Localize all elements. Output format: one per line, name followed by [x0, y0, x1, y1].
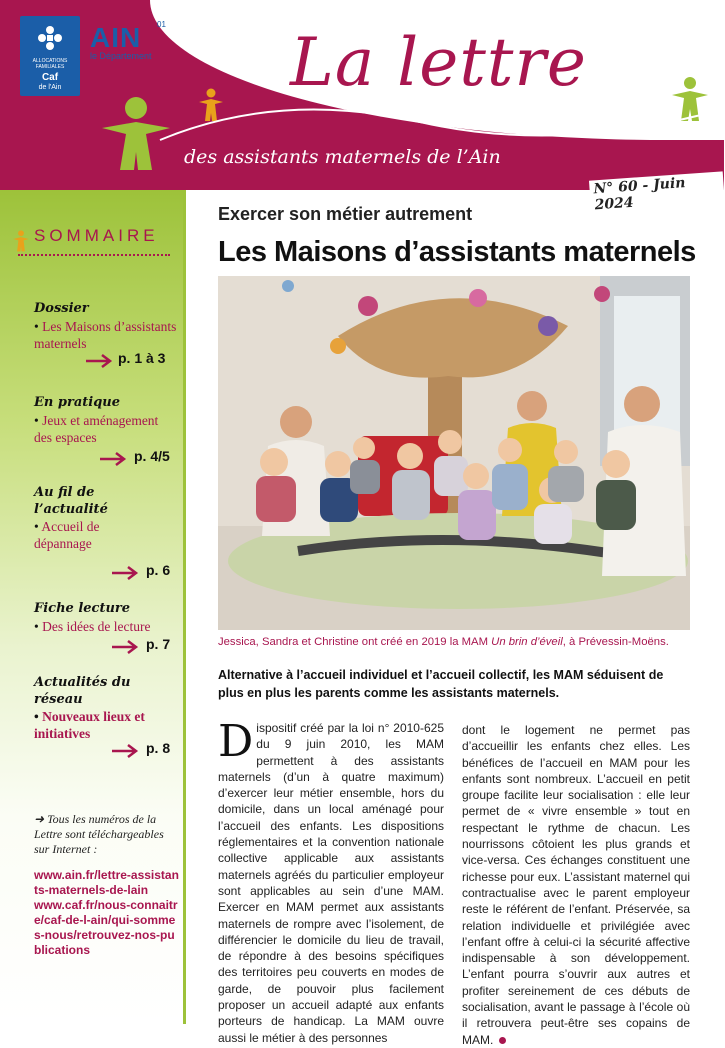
caf-name: Caf — [41, 72, 59, 83]
summary-page-ref: p. 8 — [146, 740, 171, 756]
downloads-note-text: Tous les numéros de la Lettre sont téléchargeables sur Internet : — [34, 812, 164, 856]
caf-family-icon — [34, 22, 66, 54]
summary-item-label: Jeux et aménagement des espaces — [34, 413, 159, 445]
drop-cap: D — [218, 716, 254, 767]
caf-logo — [20, 16, 80, 96]
sidebar-divider — [183, 190, 186, 1024]
caf-small-label: ALLOCATIONS FAMILIALES — [32, 58, 68, 70]
summary-item-label: Nouveaux lieux et initiatives — [34, 709, 145, 741]
downloads-links — [34, 868, 180, 958]
article-lead: Alternative à l’accueil individuel et l’accueil collectif, les MAM séduisent de plus en plus les parents comme les assistants maternels. — [218, 668, 664, 700]
caption-text-a: Jessica, Sandra et Christine ont créé en 2019 la MAM — [218, 636, 492, 648]
summary-section-title: En pratique — [34, 395, 121, 410]
summary-page-ref: p. 1 à 3 — [118, 350, 166, 366]
summary-item-label: Les Maisons d’assistants maternels — [34, 319, 177, 351]
article-kicker: Exercer son métier autrement — [218, 204, 473, 224]
summary-heading: SOMMAIRE — [34, 226, 159, 245]
article-column-2 — [462, 722, 690, 1048]
summary-item-label: Des idées de lecture — [42, 619, 151, 634]
summary-section-title: Actualités du réseau — [34, 675, 131, 707]
link-ain[interactable]: www.ain.fr/lettre-assistants-maternels-de-lain — [34, 868, 179, 897]
link-caf[interactable]: www.caf.fr/nous-connaitre/caf-de-l-ain/qui-sommes-nous/retrouvez-nos-publications — [34, 898, 178, 957]
newsletter-subtitle: des assistants maternels de l’Ain — [184, 146, 501, 168]
summary-page-ref: p. 6 — [146, 562, 171, 578]
arrow-right-icon — [112, 566, 142, 580]
summary-rule — [18, 254, 170, 256]
decorative-curve — [160, 100, 720, 150]
arrow-right-icon — [112, 744, 142, 758]
summary-item[interactable]: • Des idées de lecture — [34, 619, 151, 634]
summary-item[interactable]: • Les Maisons d’assistants maternels — [34, 319, 177, 351]
ain-logo — [90, 22, 180, 61]
summary-item[interactable]: • Accueil de dépannage — [34, 519, 100, 551]
summary-item[interactable]: • Nouveaux lieux et initiatives — [34, 709, 145, 741]
ain-logo-name: AIN — [90, 22, 142, 53]
column-1-text: ispositif créé par la loi n° 2010-625 du 9 juin 2010, les MAM permettent à des assistants maternels (d’un à quatre maximum) d’exercer leur métier ensemble, hors du domicile, dans un local aménagé pour l’accueil des enfants. Les dispositions réglementaires et la convention nationale collective applicable aux assistants maternels agréés du particulier employeur sont applicables au sein d’une MAM. Exercer en MAM permet aux assistants maternels de rompre avec l’isolement, de différencier le domicile du lieu de travail, de répondre à des besoins spécifiques des territoires peu couverts en modes de garde, de pouvoir plus facilement proposer un accueil adapté aux enfants porteurs de handicap. La MAM ouvre aussi le métier à des personnes — [218, 721, 444, 1045]
newsletter-title: La lettre — [290, 24, 587, 101]
orange-figure-icon — [12, 230, 30, 252]
ain-logo-sup: 01 — [157, 20, 166, 29]
article-column-1 — [218, 716, 444, 1046]
column-2-text: dont le logement ne permet pas d’accueillir les enfants chez elles. Les bénéfices de l’accueil en MAM pour les enfants sont nombreux. L’accueil en petit groupe facilite leur socialisation : elle leur permet de « vivre ensemble » tout en respectant le rythme de chacun. Les nourrissons côtoient les plus grands et vice-versa. Ces échanges constituent une richesse pour eux. L’assistant maternel qui contractualise avec le parent employeur reste le référent de l’enfant. Préservée, sa relation individuelle et privilégiée avec l’enfant offre à celui-ci la sécurité affective indispensable à son développement. L’enfant pourra s’ouvrir aux autres et profiter sereinement de ces débuts de socialisation, avant le passage à l’école où il retrouvera peut-être ses copains de MAM. — [462, 723, 690, 1047]
caf-sub: de l'Ain — [38, 84, 62, 91]
summary-section-title: Au fil de l’actualité — [34, 485, 108, 517]
article-headline: Les Maisons d’assistants maternels — [218, 236, 696, 268]
arrow-right-icon — [112, 640, 142, 654]
photo-illustration — [218, 276, 690, 630]
summary-item-label: Accueil de dépannage — [34, 519, 100, 551]
summary-section-title: Dossier — [34, 301, 89, 316]
summary-page-ref: p. 4/5 — [134, 448, 170, 464]
caption-text-b: , à Prévessin-Moëns. — [562, 636, 669, 648]
ain-logo-dep: le Département — [90, 51, 152, 61]
summary-section-title: Fiche lecture — [34, 601, 131, 616]
downloads-note: ➜ Tous les numéros de la Lettre sont téléchargeables sur Internet : — [34, 812, 164, 856]
end-mark-icon — [499, 1037, 506, 1044]
summary-page-ref: p. 7 — [146, 636, 171, 652]
summary-item[interactable]: • Jeux et aménagement des espaces — [34, 413, 159, 445]
arrow-right-icon — [100, 452, 130, 466]
photo-caption — [218, 636, 669, 648]
issue-number: N° 60 - Juin 2024 — [589, 171, 725, 214]
article-photo — [218, 276, 690, 630]
caption-mam-name: Un brin d’éveil — [491, 636, 563, 648]
arrow-right-icon — [86, 354, 116, 368]
